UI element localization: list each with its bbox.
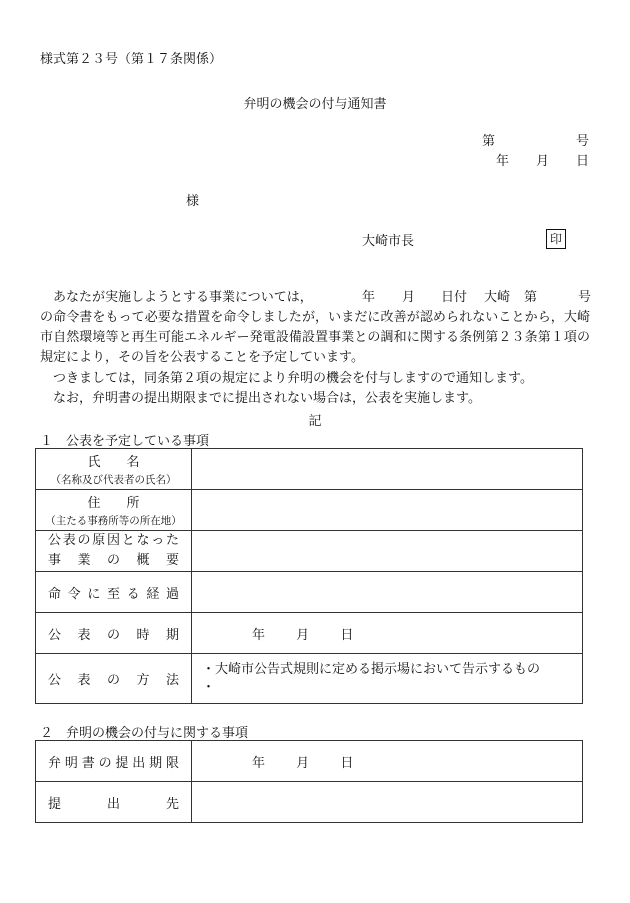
body-line-1-month: 月 [402, 290, 416, 305]
date-month: 月 [536, 154, 550, 169]
deadline-value [192, 741, 583, 782]
timing-year: 年 [252, 627, 266, 643]
name-label: 氏 名 [87, 455, 140, 470]
issue-date [480, 150, 590, 169]
timing-month: 月 [296, 627, 310, 643]
deadline-label: 弁明書の提出期限 [48, 755, 179, 771]
cause-label-line2: 事業の概要 [48, 553, 179, 568]
method-label: 公表の方法 [48, 673, 179, 688]
method-label-cell [36, 654, 192, 704]
method-value [192, 654, 583, 704]
body-line-1-go: 号 [578, 290, 592, 305]
table-row [36, 572, 583, 613]
seal-mark: 印 [546, 229, 566, 249]
address-sublabel: （主たる事務所等の所在地） [45, 515, 182, 527]
body-line-1 [40, 288, 590, 308]
document-title: 弁明の機会の付与通知書 [243, 97, 387, 112]
destination-label: 提出先 [48, 796, 179, 812]
cause-label-cell [36, 531, 192, 572]
body-line-1-city: 大崎 [484, 290, 511, 305]
number-suffix: 号 [576, 134, 590, 149]
body-line-1-dai: 第 [524, 290, 538, 305]
table-row [36, 741, 583, 782]
name-value [192, 449, 583, 490]
timing-label-cell [36, 613, 192, 654]
process-label: 命令に至る経過 [48, 586, 179, 602]
ki-marker: 記 [308, 414, 322, 429]
date-day: 日 [576, 154, 590, 169]
destination-label-cell [36, 782, 192, 823]
address-label: 住 所 [87, 496, 140, 511]
timing-label: 公表の時期 [48, 627, 179, 643]
table-row [36, 613, 583, 654]
section2-heading: ２ 弁明の機会の付与に関する事項 [40, 726, 249, 741]
issuer-name: 大崎市長 [362, 234, 415, 249]
name-label-cell [36, 449, 192, 490]
addressee: 様 [186, 194, 200, 209]
address-label-cell [36, 490, 192, 531]
address-value [192, 490, 583, 531]
cause-value [192, 531, 583, 572]
method-bullet-2: ・ [202, 679, 216, 695]
date-year: 年 [496, 154, 510, 169]
table-row [36, 449, 583, 490]
cause-label-line1: 公表の原因となった [48, 533, 179, 548]
body-paragraph-2: つきましては，同条第２項の規定により弁明の機会を付与しますので通知します。 [53, 370, 533, 386]
section1-table [35, 448, 583, 704]
form-number: 様式第２３号（第１７条関係） [40, 52, 223, 67]
table-row [36, 782, 583, 823]
deadline-year: 年 [252, 755, 266, 771]
name-sublabel: （名称及び代表者の氏名） [50, 474, 177, 486]
timing-day: 日 [340, 627, 354, 643]
deadline-label-cell [36, 741, 192, 782]
table-row [36, 490, 583, 531]
deadline-month: 月 [296, 755, 310, 771]
deadline-day: 日 [340, 755, 354, 771]
body-line-1-start: あなたが実施しようとする事業については， [53, 290, 313, 305]
process-label-cell [36, 572, 192, 613]
section2-table [35, 740, 583, 823]
method-bullet-1: ・大崎市公告式規則に定める掲示場において告示するもの [202, 661, 541, 677]
table-row [36, 531, 583, 572]
process-value [192, 572, 583, 613]
number-prefix: 第 [482, 134, 496, 149]
body-paragraph-1: の命令書をもって必要な措置を命令しましたが，いまだに改善が認められないことから，大崎市自然環境等と再生可能エネルギー発電設備設置事業との調和に関する条例第２３条第１項の規定により，その旨を公表することを予定しています。 [40, 310, 590, 366]
destination-value [192, 782, 583, 823]
notice-body [40, 288, 590, 409]
table-row [36, 654, 583, 704]
section1-heading: １ 公表を予定している事項 [40, 434, 210, 449]
body-paragraph-3: なお，弁明書の提出期限までに提出されない場合は，公表を実施します。 [53, 390, 481, 406]
body-line-1-day: 日付 [441, 290, 468, 305]
body-line-1-year: 年 [362, 290, 376, 305]
timing-value [192, 613, 583, 654]
